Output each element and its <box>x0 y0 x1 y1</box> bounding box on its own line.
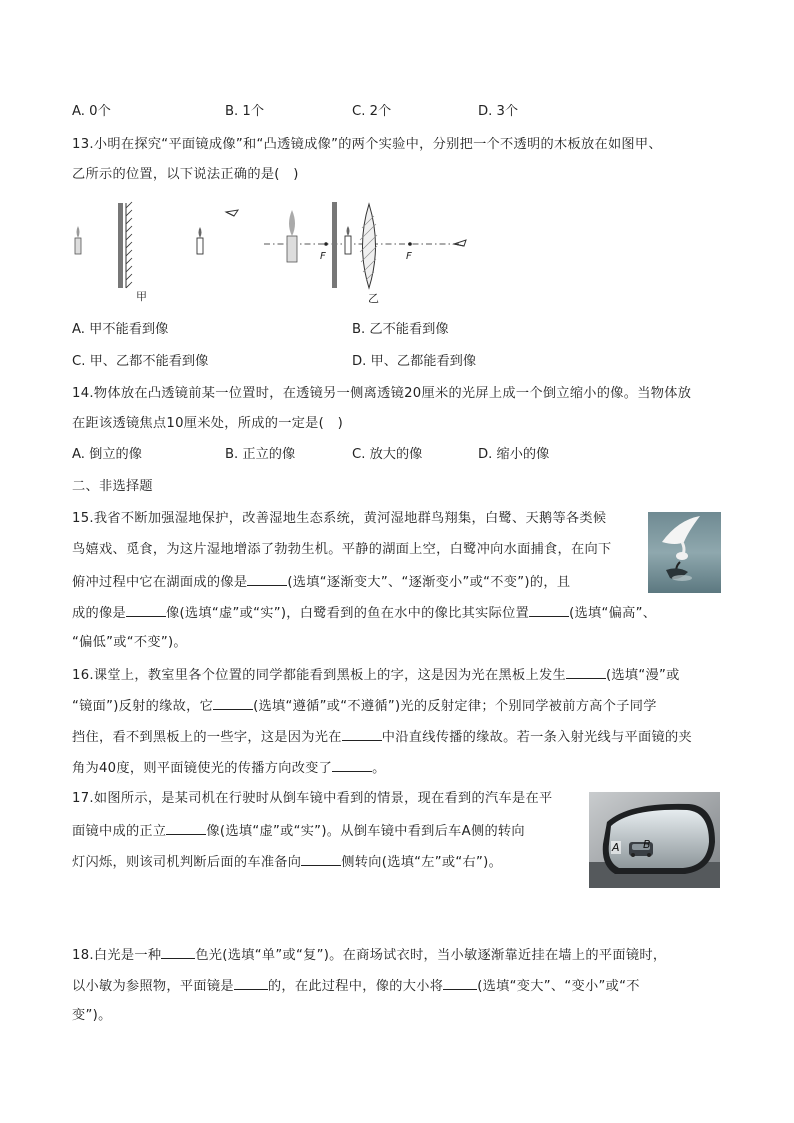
q17-line3: 灯闪烁，则该司机判断后面的车准备向 侧转向(选填“左”或“右”)。 <box>72 855 503 870</box>
figure-yi-label: 乙 <box>368 292 379 305</box>
q13-stem-line1: 13.小明在探究“平面镜成像”和“凸透镜成像”的两个实验中，分别把一个不透明的木板放在如图甲、 <box>72 137 662 152</box>
q13-stem-line2: 乙所示的位置，以下说法正确的是( ) <box>72 167 299 182</box>
answer-blank <box>342 728 382 741</box>
q14-option-a: A. 倒立的像 <box>72 447 142 462</box>
q18-line1: 18.白光是一种 色光(选填“单”或“复”)。在商场试衣时，当小敏逐渐靠近挂在墙上的平面镜时， <box>72 948 667 963</box>
q12-option-c: C. 2个 <box>352 104 392 119</box>
figure-yi-board <box>332 202 337 288</box>
answer-blank <box>529 604 569 617</box>
figure-yi-convex-lens <box>360 204 377 288</box>
q18-line2: 以小敏为参照物，平面镜是 的，在此过程中，像的大小将 (选填“变大”、“变小”或“不 <box>72 979 640 994</box>
figure-yi-focus-right-label: F <box>406 251 412 262</box>
figure-yi-eye-icon <box>454 240 466 246</box>
q14-option-b: B. 正立的像 <box>225 447 296 462</box>
q15-line5: “偏低”或“不变”)。 <box>72 635 187 650</box>
q16-line2: “镜面”)反射的缘故，它 (选填“遵循”或“不遵循”)光的反射定律；个别同学被前方高个子同学 <box>72 699 657 714</box>
q16-line1: 16.课堂上，教室里各个位置的同学都能看到黑板上的字，这是因为光在黑板上发生 (选填“漫”或 <box>72 668 680 683</box>
figure-yi-focus-left-label: F <box>320 251 326 262</box>
q18-line3: 变”)。 <box>72 1008 112 1023</box>
figure-yi-small-candle <box>345 226 351 254</box>
answer-blank <box>234 977 268 990</box>
q15-line4: 成的像是 像(选填“虚”或“实”)，白鹭看到的鱼在水中的像比其实际位置 (选填“偏高”、 <box>72 606 657 621</box>
q16-line3: 挡住，看不到黑板上的一些字，这是因为光在 中沿直线传播的缘故。若一条入射光线与平面镜的夹 <box>72 730 692 745</box>
q14-option-c: C. 放大的像 <box>352 447 423 462</box>
rearview-mirror-photo <box>589 792 720 888</box>
egret-photo <box>648 512 721 593</box>
q16-line4: 角为40度，则平面镜使光的传播方向改变了 。 <box>72 761 386 776</box>
q17-line2: 面镜中成的正立 像(选填“虚”或“实”)。从倒车镜中看到后车A侧的转向 <box>72 824 525 839</box>
figure-jia-candle-object <box>75 226 81 254</box>
q12-option-d: D. 3个 <box>478 104 519 119</box>
figure-yi-focus-right-dot <box>408 242 412 246</box>
answer-blank <box>332 759 372 772</box>
answer-blank <box>213 697 253 710</box>
q13-figure <box>68 198 478 308</box>
figure-jia-label: 甲 <box>136 290 147 303</box>
answer-blank <box>126 604 166 617</box>
answer-blank <box>301 853 341 866</box>
q12-option-a: A. 0个 <box>72 104 111 119</box>
q15-line2: 鸟嬉戏、觅食，为这片湿地增添了勃勃生机。平静的湖面上空，白鹭冲向水面捕食，在向下 <box>72 542 612 557</box>
q13-option-c: C. 甲、乙都不能看到像 <box>72 354 209 369</box>
q14-stem-line2: 在距该透镜焦点10厘米处，所成的一定是( ) <box>72 416 344 431</box>
answer-blank <box>166 822 206 835</box>
mirror-label-b: B <box>643 838 651 851</box>
figure-jia-eye-icon <box>226 210 238 216</box>
answer-blank <box>566 666 606 679</box>
q15-line3: 俯冲过程中它在湖面成的像是 (选填“逐渐变大”、“逐渐变小”或“不变”)的，且 <box>72 575 571 590</box>
figure-yi-candle <box>287 210 297 262</box>
answer-blank <box>247 573 287 586</box>
answer-blank <box>443 977 477 990</box>
figure-jia-candle-image <box>197 227 203 254</box>
mirror-label-a: A <box>612 841 620 854</box>
q17-line1: 17.如图所示，是某司机在行驶时从倒车镜中看到的情景，现在看到的汽车是在平 <box>72 791 553 806</box>
figure-yi-focus-left-dot <box>324 242 328 246</box>
answer-blank <box>161 946 195 959</box>
q13-option-a: A. 甲不能看到像 <box>72 322 169 337</box>
q14-option-d: D. 缩小的像 <box>478 447 550 462</box>
q13-option-b: B. 乙不能看到像 <box>352 322 449 337</box>
q12-option-b: B. 1个 <box>225 104 265 119</box>
figure-jia-mirror <box>118 202 132 288</box>
q14-stem-line1: 14.物体放在凸透镜前某一位置时，在透镜另一侧离透镜20厘米的光屏上成一个倒立缩小的像。当物体放 <box>72 386 692 401</box>
q15-line1: 15.我省不断加强湿地保护，改善湿地生态系统，黄河湿地群鸟翔集，白鹭、天鹅等各类候 <box>72 511 607 526</box>
section-title: 二、非选择题 <box>72 479 153 494</box>
q13-option-d: D. 甲、乙都能看到像 <box>352 354 477 369</box>
